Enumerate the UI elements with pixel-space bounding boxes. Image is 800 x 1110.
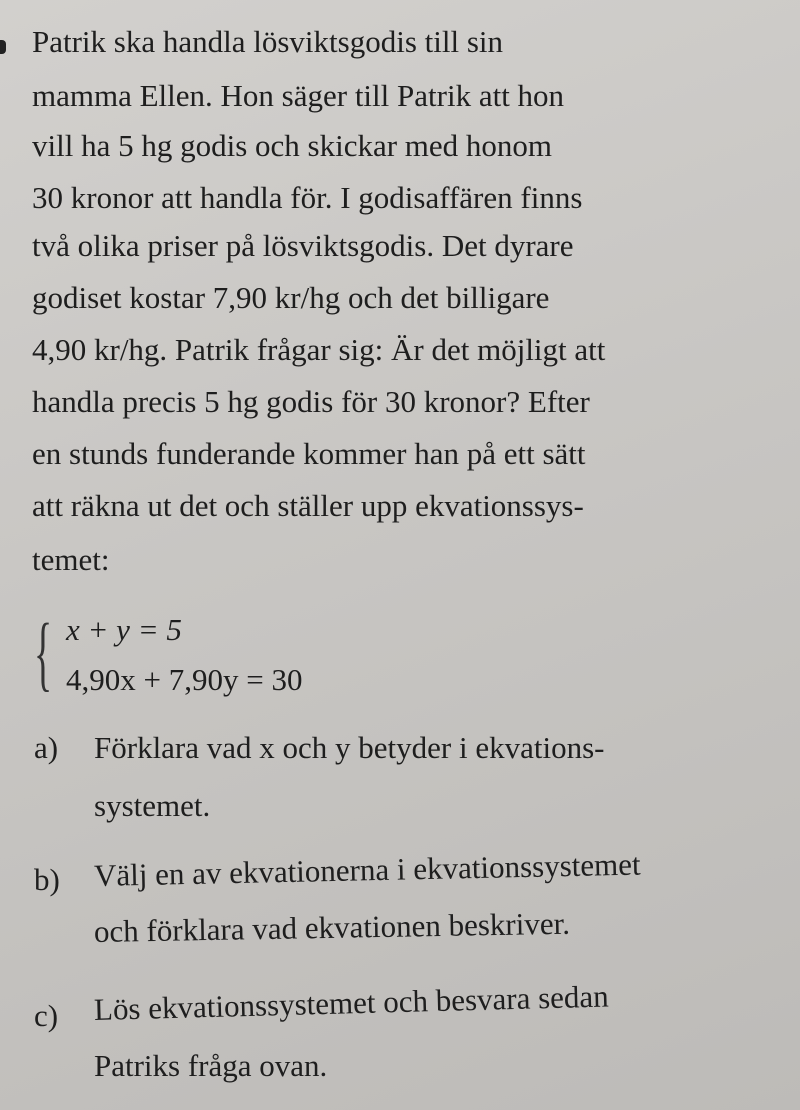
question-line: Lös ekvationssystemet och besvara sedan [93, 978, 610, 1027]
question-line: och förklara vad ekvationen beskriver. [93, 905, 571, 949]
question-line: systemet. [94, 788, 211, 823]
question-label: c) [34, 998, 59, 1033]
text-line: att räkna ut det och ställer upp ekvationssys- [32, 488, 584, 523]
text-line: 30 kronor att handla för. I godisaffären finns [32, 180, 583, 215]
text-line: godiset kostar 7,90 kr/hg och det billigare [32, 280, 550, 315]
question-line: Välj en av ekvationerna i ekvationssystemet [93, 846, 641, 893]
text-line: temet: [32, 542, 110, 577]
text-line: 4,90 kr/hg. Patrik frågar sig: Är det möjligt att [32, 332, 606, 367]
text-line: två olika priser på lösviktsgodis. Det dyrare [32, 228, 574, 263]
question-label: b) [34, 862, 60, 897]
question-label: a) [34, 730, 59, 765]
margin-mark [0, 40, 6, 54]
text-line: Patrik ska handla lösviktsgodis till sin [32, 24, 504, 59]
equation-1: x + y = 5 [66, 612, 182, 647]
text-line: mamma Ellen. Hon säger till Patrik att hon [32, 78, 565, 113]
text-line: handla precis 5 hg godis för 30 kronor? Efter [32, 384, 590, 419]
text-line: en stunds funderande kommer han på ett sätt [32, 436, 586, 471]
question-line: Förklara vad x och y betyder i ekvations- [94, 730, 605, 765]
brace-icon: { [34, 607, 53, 700]
question-line: Patriks fråga ovan. [94, 1048, 328, 1083]
text-line: vill ha 5 hg godis och skickar med honom [32, 128, 553, 163]
equation-2: 4,90x + 7,90y = 30 [66, 662, 303, 697]
